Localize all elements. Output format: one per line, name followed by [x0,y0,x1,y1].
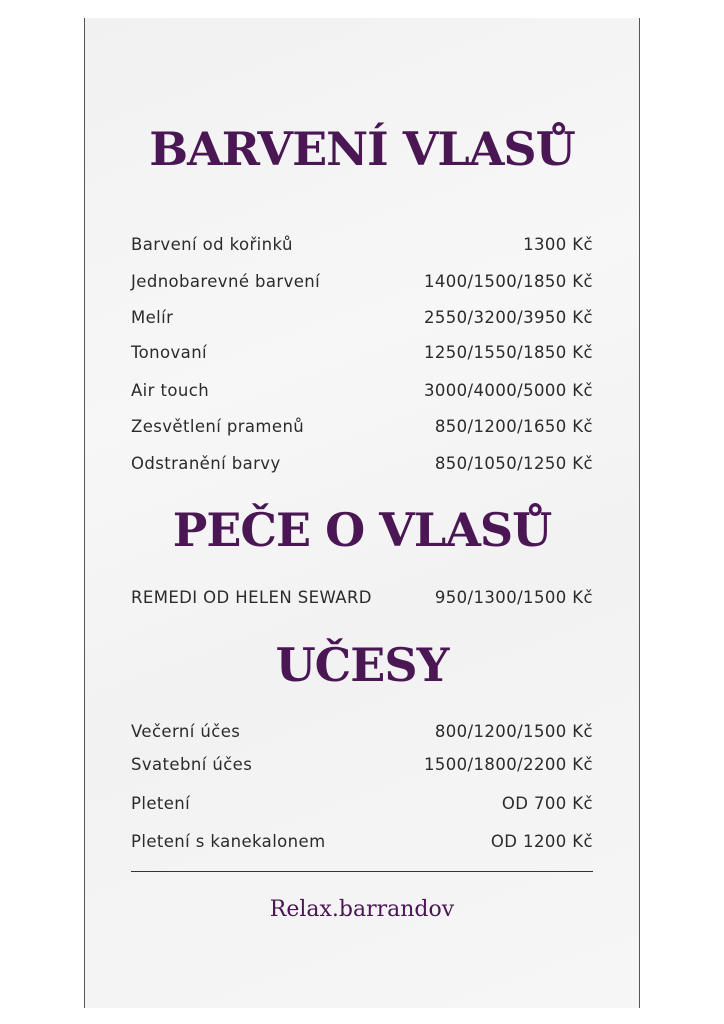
service-name: Melír [131,307,174,327]
section-title-hairstyles: UČESY [275,638,449,692]
list-item [131,718,593,744]
service-price: 1250/1550/1850 Kč [423,342,593,362]
service-name: Odstranění barvy [131,453,281,473]
service-name: Večerní účes [131,721,241,741]
list-item [131,304,593,330]
list-item [131,790,593,816]
list-item [131,268,593,294]
service-price: 2550/3200/3950 Kč [423,307,593,327]
service-price: 3000/4000/5000 Kč [423,380,593,400]
section-title-hair-coloring: BARVENÍ VLASŮ [149,122,575,176]
footer-divider [131,871,593,872]
service-name: Zesvětlení pramenů [131,416,305,436]
service-price: 1400/1500/1850 Kč [423,271,593,291]
service-price: 800/1200/1500 Kč [434,721,593,741]
service-price: OD 700 Kč [501,793,593,813]
footer-brand: Relax.barrandov [269,897,455,922]
service-price: OD 1200 Kč [490,831,593,851]
service-name: Tonovaní [131,342,208,362]
service-name: Air touch [131,380,210,400]
list-item [131,828,593,854]
service-name: Pletení s kanekalonem [131,831,326,851]
list-item [131,377,593,403]
service-name: Svatební účes [131,754,253,774]
list-item [131,231,593,257]
list-item [131,584,593,610]
list-item [131,413,593,439]
service-price: 850/1050/1250 Kč [434,453,593,473]
service-name: Pletení [131,793,191,813]
list-item [131,751,593,777]
service-name: REMEDI OD HELEN SEWARD [131,587,372,607]
service-price: 1500/1800/2200 Kč [423,754,593,774]
service-price: 950/1300/1500 Kč [434,587,593,607]
service-name: Jednobarevné barvení [131,271,321,291]
service-price: 850/1200/1650 Kč [434,416,593,436]
section-title-hair-care: PEČE O VLASŮ [172,503,552,557]
service-price: 1300 Kč [523,234,593,254]
list-item [131,450,593,476]
service-name: Barvení od kořinků [131,234,293,254]
list-item [131,339,593,365]
